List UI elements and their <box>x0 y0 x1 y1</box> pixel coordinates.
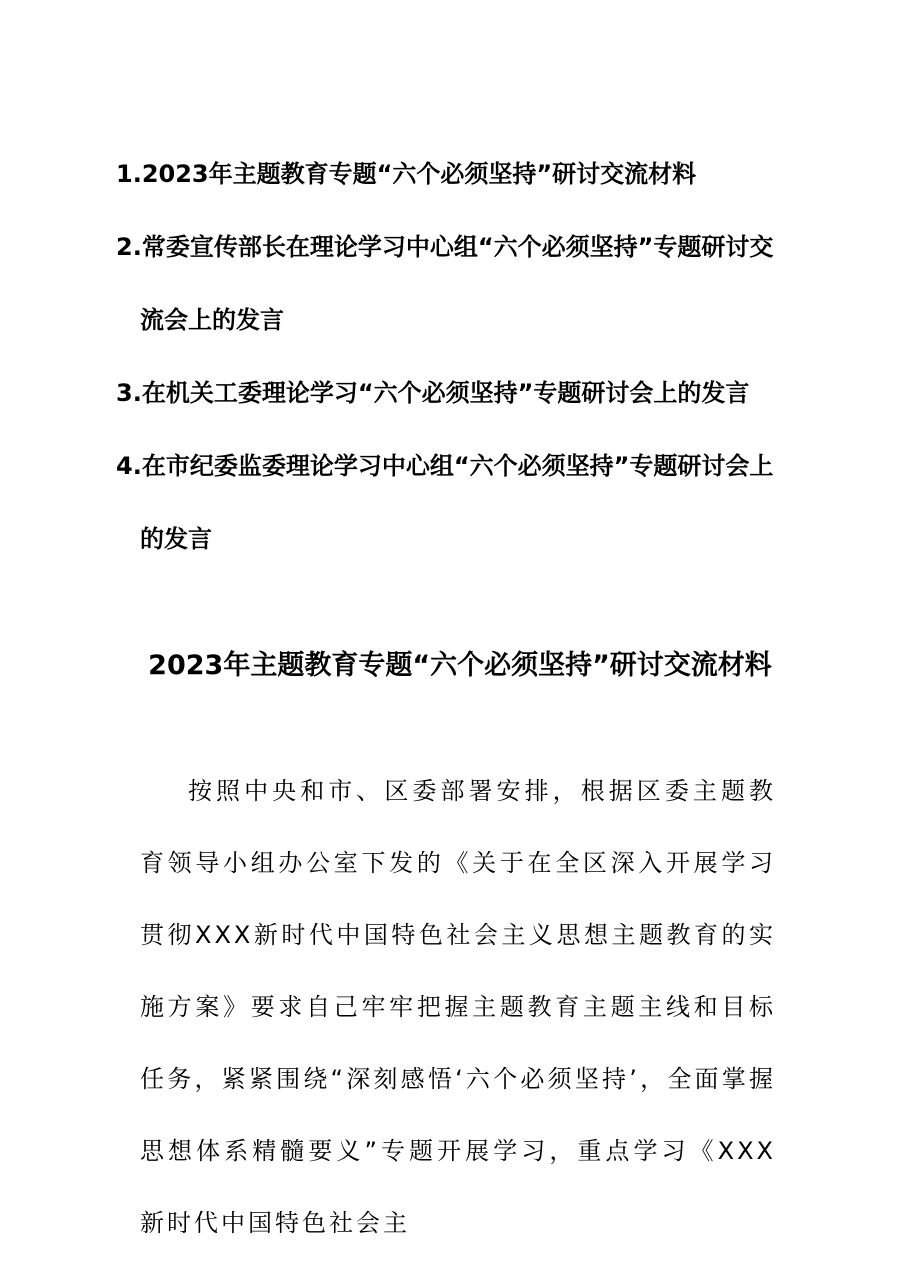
toc-item-4: 4.在市纪委监委理论学习中心组“六个必须坚持”专题研讨会上的发言 <box>116 452 774 553</box>
toc-item-3: 3.在机关工委理论学习“六个必须坚持”专题研讨会上的发言 <box>116 379 750 407</box>
toc-item-2: 2.常委宣传部长在理论学习中心组“六个必须坚持”专题研讨交流会上的发言 <box>116 233 774 334</box>
table-of-contents <box>116 138 796 576</box>
document-title: 2023年主题教育专题“六个必须坚持”研讨交流材料 <box>148 650 772 681</box>
toc-item-1: 1.2023年主题教育专题“六个必须坚持”研讨交流材料 <box>116 160 697 188</box>
body-paragraph: 按照中央和市、区委部署安排，根据区委主题教育领导小组办公室下发的《关于在全区深入开展学习贯彻XXX新时代中国特色社会主义思想主题教育的实施方案》要求自己牢牢把握主题教育主题主线和目标任务，紧紧围绕“深刻感悟‘六个必须坚持’，全面掌握思想体系精髓要义”专题开展学习，重点学习《XXX新时代中国特色社会主 <box>140 777 776 1237</box>
